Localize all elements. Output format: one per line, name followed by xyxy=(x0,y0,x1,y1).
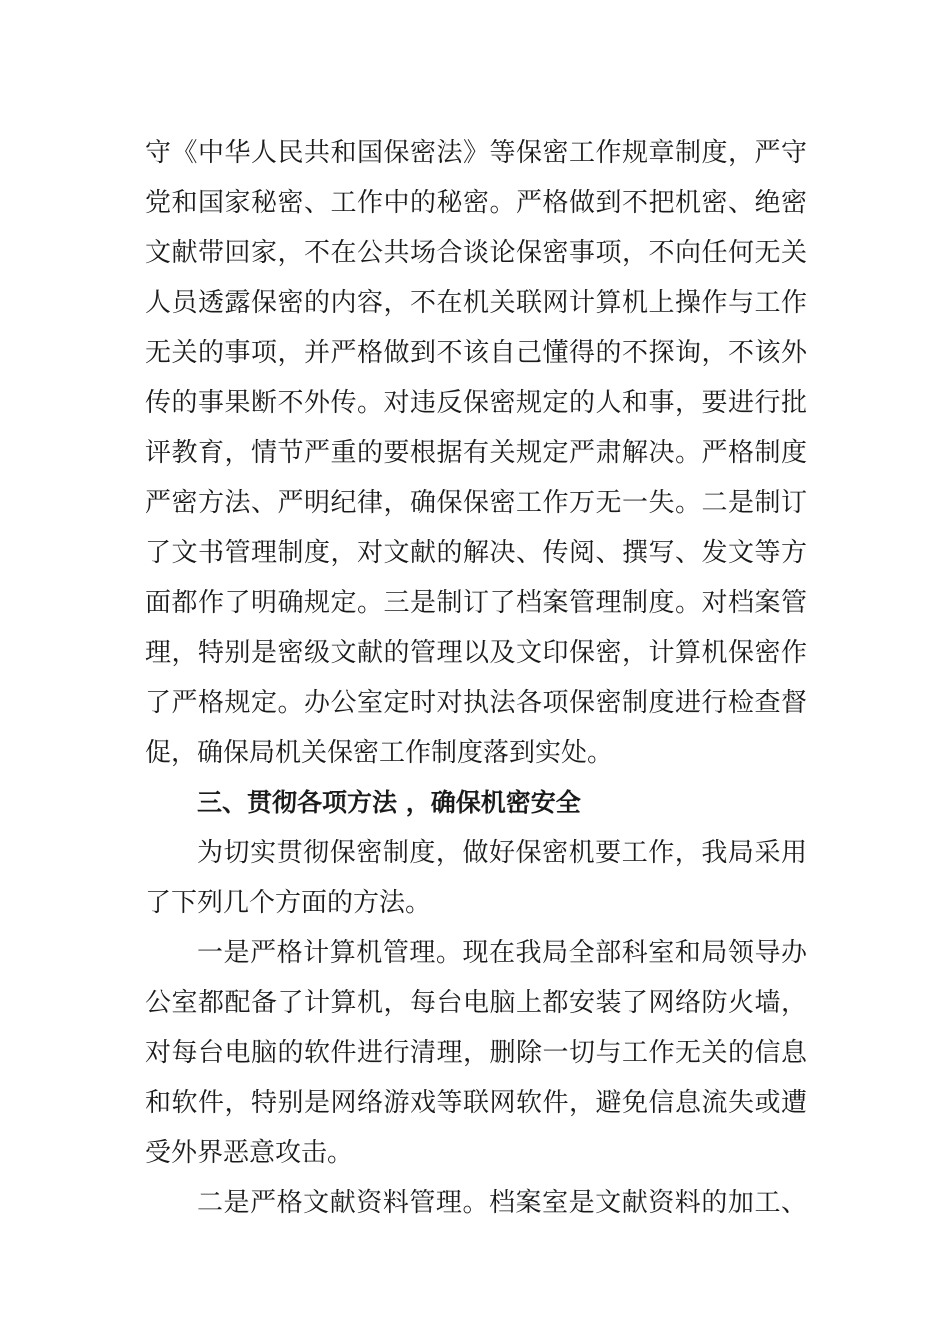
body-line: 和软件，特别是网络游戏等联网软件，避免信息流失或遭 xyxy=(145,1088,807,1118)
body-line: 了严格规定。办公室定时对执法各项保密制度进行检查督 xyxy=(145,688,807,718)
body-line: 了下列几个方面的方法。 xyxy=(145,888,432,918)
body-line: 传的事果断不外传。对违反保密规定的人和事，要进行批 xyxy=(145,388,807,418)
body-line: 人员透露保密的内容，不在机关联网计算机上操作与工作 xyxy=(145,288,807,318)
body-line: 党和国家秘密、工作中的秘密。严格做到不把机密、绝密 xyxy=(145,188,807,218)
body-line: 文献带回家，不在公共场合谈论保密事项，不向任何无关 xyxy=(145,238,807,268)
section-heading: 三、贯彻各项方法 ，确保机密安全 xyxy=(197,788,581,817)
paragraph-first-line: 一是严格计算机管理。现在我局全部科室和局领导办 xyxy=(197,938,807,968)
body-line: 了文书管理制度，对文献的解决、传阅、撰写、发文等方 xyxy=(145,538,807,568)
body-line: 面都作了明确规定。三是制订了档案管理制度。对档案管 xyxy=(145,588,807,618)
body-line: 无关的事项，并严格做到不该自己懂得的不探询，不该外 xyxy=(145,338,807,368)
document-body xyxy=(145,128,807,1228)
body-line: 促，确保局机关保密工作制度落到实处。 xyxy=(145,738,614,768)
body-line: 守《中华人民共和国保密法》等保密工作规章制度，严守 xyxy=(145,138,807,168)
body-line: 受外界恶意攻击。 xyxy=(145,1138,354,1168)
paragraph-first-line: 二是严格文献资料管理。档案室是文献资料的加工、 xyxy=(197,1188,807,1218)
body-line: 评教育，情节严重的要根据有关规定严肃解决。严格制度 xyxy=(145,438,807,468)
body-line: 对每台电脑的软件进行清理，删除一切与工作无关的信息 xyxy=(145,1038,807,1068)
body-line: 严密方法、严明纪律，确保保密工作万无一失。二是制订 xyxy=(145,488,807,518)
body-line: 公室都配备了计算机，每台电脑上都安装了网络防火墙， xyxy=(145,988,807,1018)
paragraph-first-line: 为切实贯彻保密制度，做好保密机要工作，我局采用 xyxy=(197,838,807,868)
body-line: 理，特别是密级文献的管理以及文印保密，计算机保密作 xyxy=(145,638,807,668)
